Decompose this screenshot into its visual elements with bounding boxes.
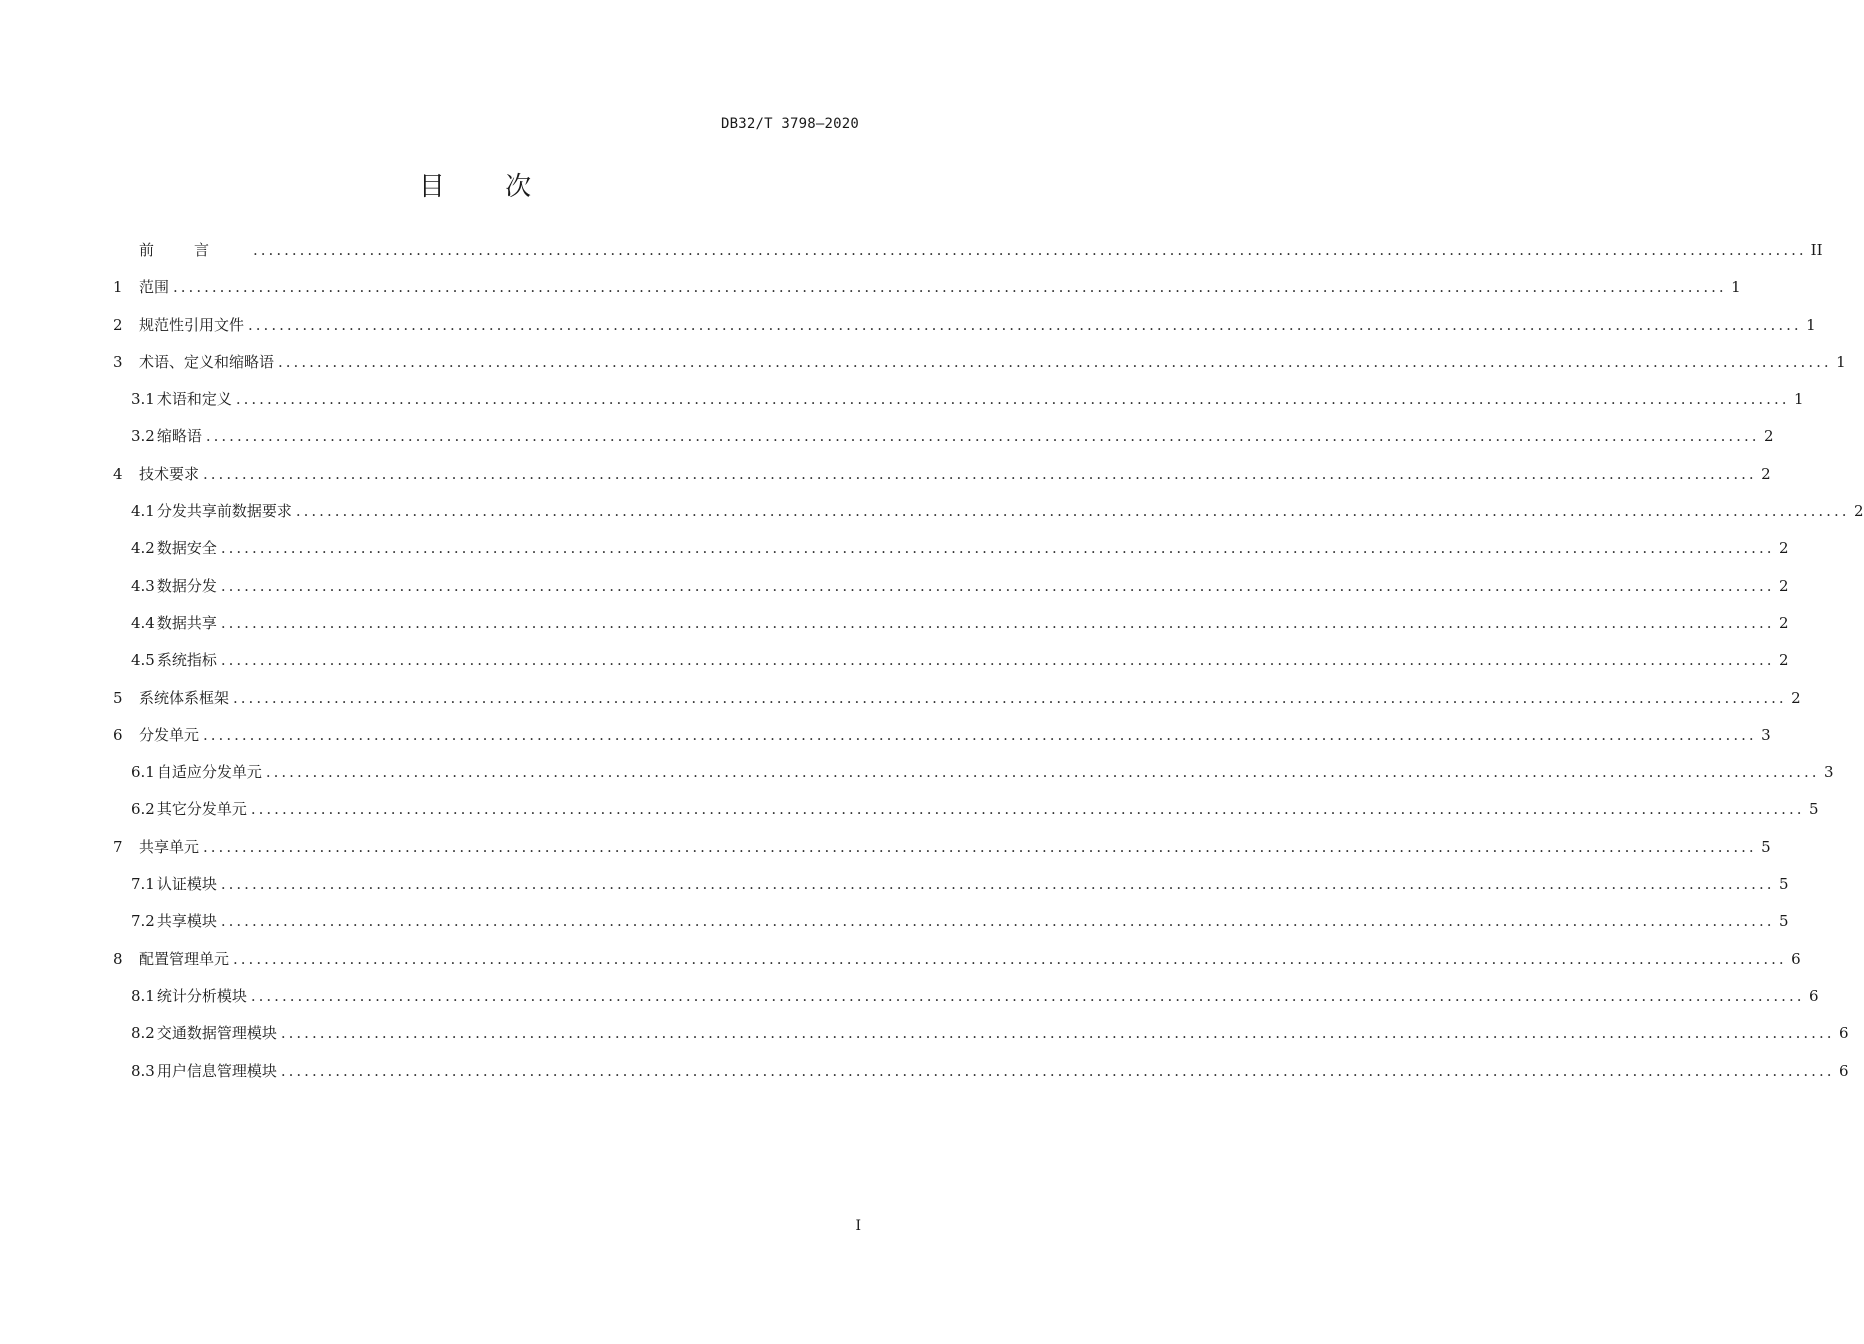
toc-entry-label: 技术要求	[139, 464, 200, 483]
toc-entry-number: 8.1	[131, 986, 155, 1005]
toc-entry-number: 6.1	[131, 763, 155, 782]
toc-entry-number: 3.1	[131, 390, 155, 409]
toc-entry-label: 缩略语	[156, 427, 202, 446]
toc-entry-label: 系统体系框架	[139, 688, 230, 707]
toc-entry-number: 8.2	[131, 1024, 155, 1043]
toc-entry[interactable]	[113, 680, 1801, 717]
toc-entry-page: 2	[1778, 651, 1789, 670]
toc-entry-page: 1	[1836, 352, 1846, 371]
toc-entry-number: 8.3	[131, 1061, 155, 1080]
toc-entry[interactable]	[113, 903, 1789, 940]
toc-dot-leader: ........................................................................................................................................................................................................	[253, 241, 1807, 259]
toc-entry-label: 数据共享	[156, 613, 217, 632]
toc-entry-page: 2	[1791, 688, 1801, 707]
toc-entry-page: 5	[1778, 912, 1789, 931]
toc-entry[interactable]	[113, 941, 1801, 978]
toc-entry-number: 4.3	[131, 576, 155, 595]
toc-entry[interactable]	[113, 642, 1789, 679]
toc-dot-leader: ........................................................................................................................................................................................................	[278, 352, 1832, 371]
toc-dot-leader: ........................................................................................................................................................................................................	[280, 1061, 1835, 1080]
toc-dot-leader: ........................................................................................................................................................................................................	[220, 912, 1775, 931]
toc-dot-leader: ........................................................................................................................................................................................................	[203, 725, 1757, 744]
toc-entry[interactable]	[113, 269, 1741, 306]
toc-entry[interactable]	[113, 829, 1771, 866]
toc-entry-number: 1	[113, 278, 123, 297]
table-of-contents	[113, 232, 1864, 1090]
toc-entry-label: 共享模块	[156, 912, 217, 931]
toc-dot-leader: ........................................................................................................................................................................................................	[173, 278, 1727, 297]
toc-entry-page: 6	[1808, 986, 1819, 1005]
toc-dot-leader: ........................................................................................................................................................................................................	[203, 837, 1757, 856]
toc-entry[interactable]	[113, 754, 1834, 791]
toc-entry[interactable]	[113, 456, 1771, 493]
toc-entry-page: 1	[1806, 315, 1816, 334]
toc-entry[interactable]	[113, 1053, 1849, 1090]
toc-entry-number: 3.2	[131, 427, 155, 446]
toc-entry-label: 交通数据管理模块	[156, 1024, 277, 1043]
toc-entry-page: 3	[1823, 763, 1834, 782]
toc-dot-leader: ........................................................................................................................................................................................................	[248, 315, 1802, 334]
toc-entry-label: 规范性引用文件	[139, 315, 245, 334]
toc-entry-label: 前言	[139, 241, 250, 259]
toc-entry[interactable]	[113, 418, 1774, 455]
toc-entry-page: 6	[1838, 1024, 1849, 1043]
toc-entry-page: 6	[1838, 1061, 1849, 1080]
toc-entry-number: 7.2	[131, 912, 155, 931]
toc-dot-leader: ........................................................................................................................................................................................................	[220, 613, 1775, 632]
toc-dot-leader: ........................................................................................................................................................................................................	[235, 390, 1790, 409]
toc-entry[interactable]	[113, 232, 1823, 269]
toc-entry-label: 分发单元	[139, 725, 200, 744]
toc-entry-number: 3	[113, 352, 123, 371]
page-number: I	[855, 1218, 861, 1234]
toc-entry-number: 6.2	[131, 800, 155, 819]
toc-entry-page: 1	[1731, 278, 1741, 297]
toc-entry-label: 共享单元	[139, 837, 200, 856]
toc-dot-leader: ........................................................................................................................................................................................................	[220, 651, 1775, 670]
toc-entry-label: 数据安全	[156, 539, 217, 558]
toc-entry-label: 用户信息管理模块	[156, 1061, 277, 1080]
toc-entry[interactable]	[113, 791, 1819, 828]
toc-dot-leader: ........................................................................................................................................................................................................	[220, 539, 1775, 558]
toc-entry-label: 统计分析模块	[156, 986, 247, 1005]
toc-dot-leader: ........................................................................................................................................................................................................	[220, 576, 1775, 595]
toc-dot-leader: ........................................................................................................................................................................................................	[233, 688, 1787, 707]
toc-entry[interactable]	[113, 1015, 1849, 1052]
toc-entry-page: 5	[1808, 800, 1819, 819]
toc-entry[interactable]	[113, 381, 1804, 418]
toc-entry-number: 2	[113, 315, 123, 334]
toc-entry[interactable]	[113, 866, 1789, 903]
toc-dot-leader: ........................................................................................................................................................................................................	[205, 427, 1760, 446]
toc-entry-page: 2	[1763, 427, 1774, 446]
toc-entry-number: 7.1	[131, 875, 155, 894]
toc-dot-leader: ........................................................................................................................................................................................................	[220, 875, 1775, 894]
toc-entry-label: 其它分发单元	[156, 800, 247, 819]
toc-entry-label: 系统指标	[156, 651, 217, 670]
toc-entry-label: 数据分发	[156, 576, 217, 595]
toc-entry-label: 认证模块	[156, 875, 217, 894]
document-code: DB32/T 3798—2020	[720, 116, 859, 132]
toc-entry-page: 5	[1778, 875, 1789, 894]
toc-entry-page: 5	[1761, 837, 1771, 856]
toc-entry[interactable]	[113, 307, 1816, 344]
toc-dot-leader: ........................................................................................................................................................................................................	[233, 949, 1787, 968]
toc-entry[interactable]	[113, 978, 1819, 1015]
toc-entry-number: 4.1	[131, 502, 155, 521]
toc-entry-page: 2	[1778, 613, 1789, 632]
toc-entry-number: 8	[113, 949, 123, 968]
toc-entry-number: 4	[113, 464, 123, 483]
toc-dot-leader: ........................................................................................................................................................................................................	[280, 1024, 1835, 1043]
toc-entry[interactable]	[113, 717, 1771, 754]
toc-dot-leader: ........................................................................................................................................................................................................	[203, 464, 1757, 483]
toc-entry-page: 1	[1793, 390, 1804, 409]
toc-dot-leader: ........................................................................................................................................................................................................	[250, 800, 1805, 819]
toc-entry-label: 术语和定义	[156, 390, 232, 409]
toc-entry-page: 3	[1761, 725, 1771, 744]
toc-entry-number: 7	[113, 837, 123, 856]
toc-entry-label: 自适应分发单元	[156, 763, 262, 782]
toc-dot-leader: ........................................................................................................................................................................................................	[265, 763, 1820, 782]
toc-entry-label: 分发共享前数据要求	[156, 502, 292, 521]
toc-entry[interactable]	[113, 605, 1789, 642]
toc-entry-number: 6	[113, 725, 123, 744]
toc-dot-leader: ........................................................................................................................................................................................................	[295, 502, 1850, 521]
toc-entry-number: 4.2	[131, 539, 155, 558]
toc-entry-number: 5	[113, 688, 123, 707]
toc-entry[interactable]	[113, 344, 1846, 381]
toc-dot-leader: ........................................................................................................................................................................................................	[250, 986, 1805, 1005]
toc-entry-number: 4.4	[131, 613, 155, 632]
toc-entry-page: 2	[1853, 502, 1864, 521]
toc-entry-label: 术语、定义和缩略语	[139, 352, 275, 371]
toc-entry[interactable]	[113, 568, 1789, 605]
toc-entry-page: 6	[1791, 949, 1801, 968]
toc-entry-page: 2	[1761, 464, 1771, 483]
toc-entry-label: 配置管理单元	[139, 949, 230, 968]
toc-entry-label: 范围	[139, 278, 170, 297]
toc-entry-page: 2	[1778, 539, 1789, 558]
page-title: 目 次	[418, 172, 558, 202]
toc-entry-page: 2	[1778, 576, 1789, 595]
toc-entry-number: 4.5	[131, 651, 155, 670]
toc-entry-page: II	[1810, 241, 1823, 259]
toc-entry[interactable]	[113, 493, 1864, 530]
toc-entry[interactable]	[113, 530, 1789, 567]
